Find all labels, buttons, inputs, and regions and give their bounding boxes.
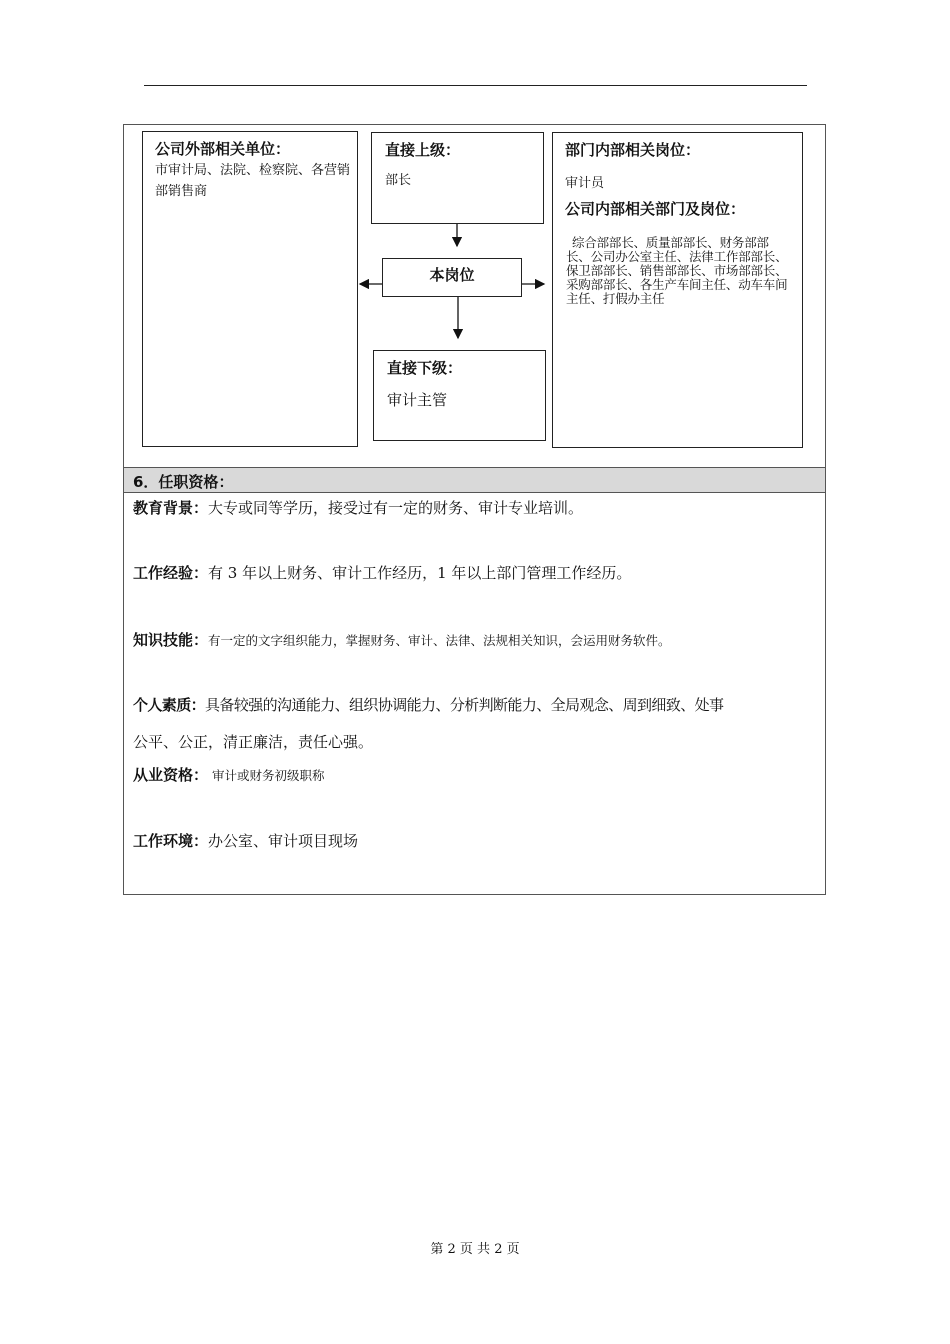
personal-label: 个人素质： <box>133 696 206 714</box>
experience-row <box>133 562 631 583</box>
environment-value: 办公室、审计项目现场 <box>208 832 359 850</box>
experience-value: 有 3 年以上财务、审计工作经历，1 年以上部门管理工作经历。 <box>208 564 632 582</box>
education-label: 教育背景： <box>133 499 209 517</box>
environment-label: 工作环境： <box>133 832 209 850</box>
org-chart-arrows <box>0 0 950 480</box>
education-value: 大专或同等学历，接受过有一定的财务、审计专业培训。 <box>208 499 584 517</box>
company-internal-content: 综合部部长、质量部部长、财务部部长、公司办公室主任、法律工作部部长、保卫部部长、销售部部长、市场部部长、采购部部长、各生产车间主任、动车车间主任、打假办主任 <box>566 235 788 306</box>
dept-internal-content: 审计员 <box>565 176 605 191</box>
personal-value-line2: 公平、公正，清正廉洁，责任心强。 <box>133 733 374 751</box>
skills-row <box>133 629 671 650</box>
qualifications-heading: 6．任职资格： <box>133 473 234 491</box>
education-row <box>133 497 583 518</box>
personal-row-continued <box>133 731 373 752</box>
certification-label: 从业资格： <box>133 766 209 784</box>
company-internal-title: 公司内部相关部门及岗位： <box>565 200 746 218</box>
skills-value: 有一定的文字组织能力，掌握财务、审计、法律、法规相关知识，会运用财务软件。 <box>208 633 671 648</box>
superior-title: 直接上级： <box>385 141 461 159</box>
skills-label: 知识技能： <box>133 631 209 649</box>
page-footer: 第 2 页 共 2 页 <box>430 1242 520 1257</box>
environment-row <box>133 830 358 851</box>
subordinate-title: 直接下级： <box>387 359 463 377</box>
subordinate-content: 审计主管 <box>387 391 448 409</box>
qualifications-heading-bar <box>124 467 825 493</box>
superior-content: 部长 <box>385 173 412 188</box>
external-units-content: 市审计局、法院、检察院、各营销部销售商 <box>155 163 351 199</box>
external-units-title: 公司外部相关单位： <box>155 140 291 158</box>
personal-value-line1: 具备较强的沟通能力、组织协调能力、分析判断能力、全局观念、周到细致、处事 <box>205 696 724 714</box>
certification-value: 审计或财务初级职称 <box>212 768 325 783</box>
experience-label: 工作经验： <box>133 564 209 582</box>
personal-row <box>133 694 723 715</box>
dept-internal-title: 部门内部相关岗位： <box>565 141 701 159</box>
position-title: 本岗位 <box>429 266 475 284</box>
certification-row <box>133 764 325 785</box>
